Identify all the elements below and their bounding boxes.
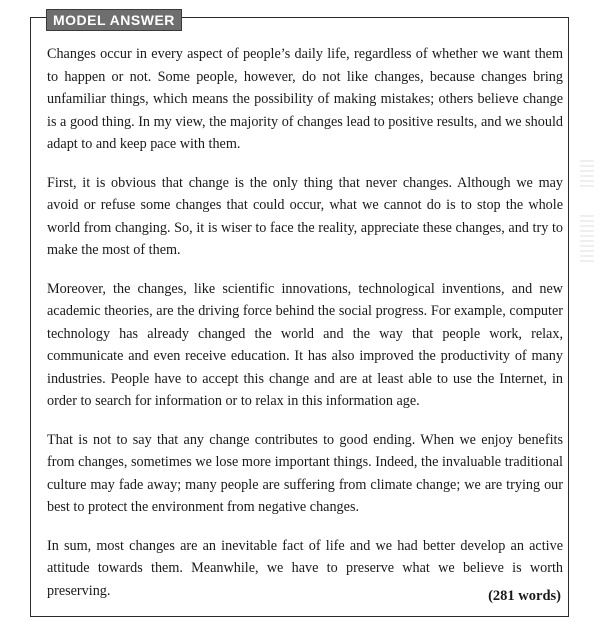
essay-paragraph-1: Changes occur in every aspect of people’s daily life, regardless of whether we want them to happen or not. Some people, however, do not like changes, because changes bring unfamiliar things, which means the possibility of making mistakes; others believe change is a good thing. In my view, the majority of changes lead to positive results, and we should adapt to and keep pace with them. [47, 46, 563, 152]
model-answer-label: MODEL ANSWER [46, 9, 182, 31]
essay-paragraph-5: In sum, most changes are an inevitable fact of life and we had better develop an active attitude towards them. Meanwhile, we have to preserve what we believe is worth preserving. [47, 537, 563, 599]
essay-paragraph-3: Moreover, the changes, like scientific innovations, technological inventions, and new academic theories, are the driving force behind the social progress. For example, computer technology has already changed the world and the way that people work, relax, communicate and even receive education. It has also improved the productivity of many industries. People have to accept this change and are at least able to use the Internet, in order to search for information or to relax in this information age. [47, 280, 563, 409]
essay-paragraph-4: That is not to say that any change contributes to good ending. When we enjoy benefits from changes, sometimes we lose more important things. Indeed, the invaluable traditional culture may fade away; many people are suffering from climate change; we are trying our best to protect the environment from negative changes. [47, 431, 563, 515]
word-count: (281 words) [488, 588, 561, 604]
essay-body [47, 43, 563, 618]
margin-smudge [580, 160, 594, 190]
margin-smudge [580, 215, 594, 263]
essay-paragraph-2: First, it is obvious that change is the only thing that never changes. Although we may avoid or refuse some changes that could occur, what we cannot do is to stop the whole world from changing. So, it is wiser to face the reality, appreciate these changes, and try to make the most of them. [47, 174, 563, 258]
